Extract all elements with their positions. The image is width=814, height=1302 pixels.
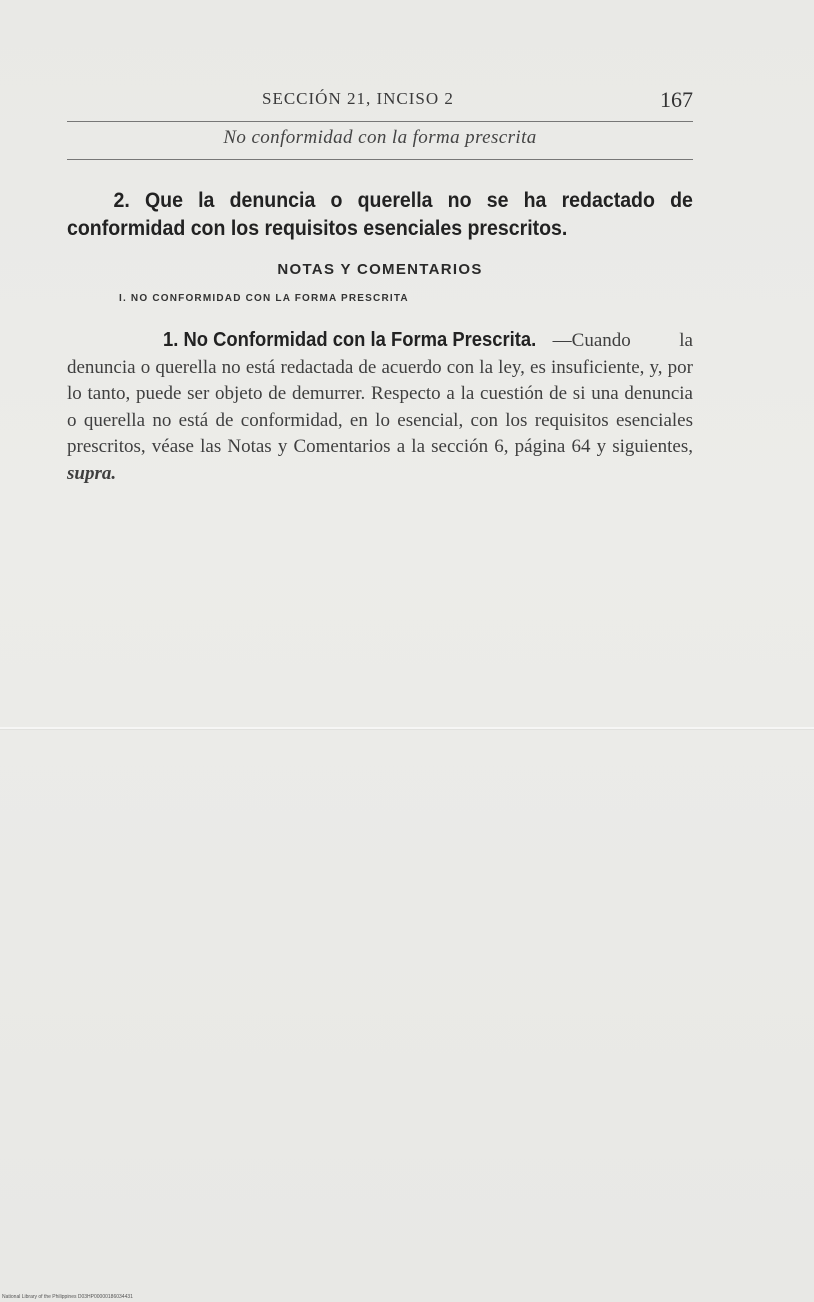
running-head: SECCIÓN 21, INCISO 2 — [262, 89, 454, 108]
paragraph-end: supra. — [67, 462, 117, 484]
source-footer: National Library of the Philippines D03HP00000186034431 — [2, 1294, 133, 1300]
page-header — [67, 89, 693, 113]
notes-title: NOTAS Y COMENTARIOS — [277, 261, 483, 278]
header-rule-bottom — [67, 159, 693, 160]
page-number: 167 — [660, 87, 693, 112]
section-subtitle: No conformidad con la forma prescrita — [223, 127, 537, 148]
header-rule-top — [67, 121, 693, 122]
paragraph-text: —Cuando la denuncia o querella no está redactada de acuerdo con la ley, es insuficiente, y, por lo tanto, puede ser objeto de demurrer. Respecto a la cuestión de si una denuncia o querella no está de conformidad, en lo esencial, con los requisitos esenciales prescritos, véase las Notas y Comentarios a la sección 6, página 64 y siguientes, — [67, 330, 693, 457]
section-heading: 2. Que la denuncia o querella no se ha redactado de conformidad con los requisitos esenciales prescritos. — [67, 189, 693, 240]
page-crease — [0, 727, 814, 729]
paragraph-lead: 1. No Conformidad con la Forma Prescrita. — [163, 329, 537, 351]
subnotes-title: I. NO CONFORMIDAD CON LA FORMA PRESCRITA — [119, 293, 409, 304]
body-paragraph — [67, 327, 693, 487]
